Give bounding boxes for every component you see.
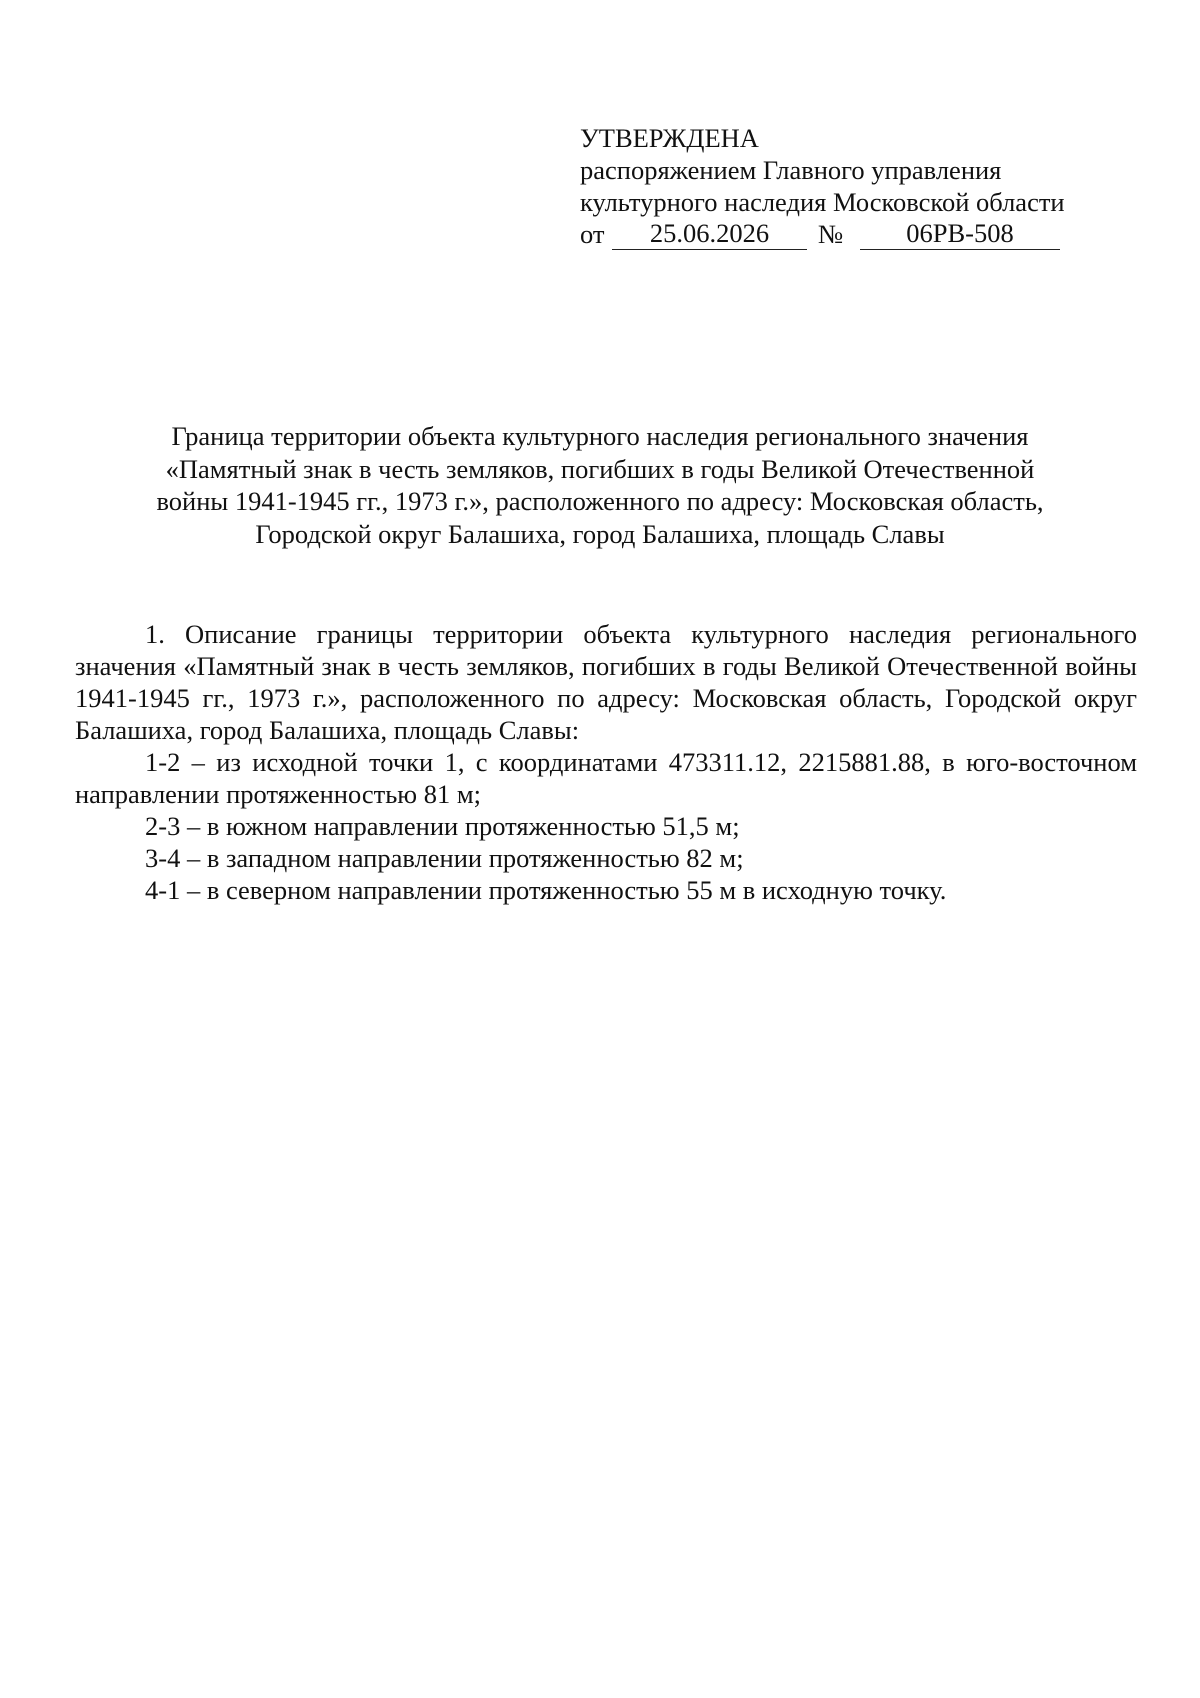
- boundary-segment-1-2: 1-2 – из исходной точки 1, с координатами 473311.12, 2215881.88, в юго-восточном направлении протяженностью 81 м;: [75, 747, 1137, 809]
- approval-line-2: культурного наследия Московской области: [580, 187, 1065, 217]
- boundary-description: 1. Описание границы территории объекта культурного наследия регионального значения «Памятный знак в честь земляков, погибших в годы Великой Отечественной войны 1941-1945 гг., 1973 г.», расположенного по адресу: Московская область, Городской округ Балашиха, город Балашиха, площадь Славы:: [75, 619, 1137, 745]
- boundary-segment-3-4: 3-4 – в западном направлении протяженностью 82 м;: [145, 843, 744, 873]
- document-body: [75, 618, 1137, 906]
- document-title: [60, 420, 1140, 550]
- approval-date: 25.06.2026: [612, 218, 807, 250]
- title-line-2: «Памятный знак в честь земляков, погибших в годы Великой Отечественной: [165, 453, 1035, 484]
- boundary-segment-2-3: 2-3 – в южном направлении протяженностью 51,5 м;: [145, 811, 740, 841]
- from-label: от: [580, 219, 605, 249]
- title-line-4: Городской округ Балашиха, город Балашиха, площадь Славы: [255, 518, 945, 549]
- title-line-1: Граница территории объекта культурного наследия регионального значения: [171, 421, 1029, 451]
- title-line-3: войны 1941-1945 гг., 1973 г.», расположенного по адресу: Московская область,: [156, 486, 1044, 516]
- boundary-segment-4-1: 4-1 – в северном направлении протяженностью 55 м в исходную точку.: [145, 875, 947, 905]
- approval-number: 06РВ-508: [860, 218, 1060, 250]
- number-sign: №: [818, 219, 844, 249]
- approval-block: [580, 122, 1140, 254]
- approval-date-line: [580, 218, 1140, 254]
- approval-line-1: распоряжением Главного управления: [580, 155, 1002, 185]
- approval-heading: УТВЕРЖДЕНА: [580, 123, 759, 153]
